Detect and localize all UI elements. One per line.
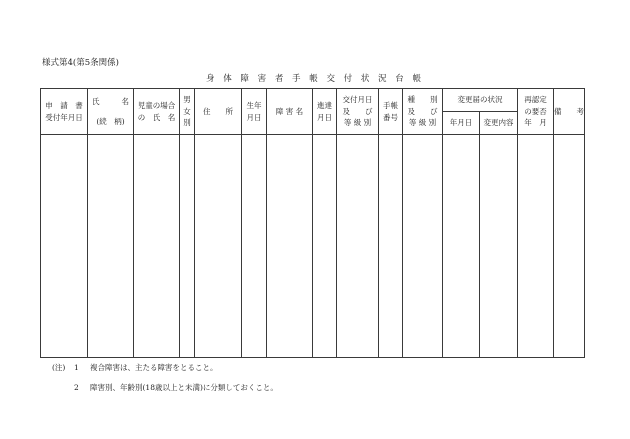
header-name [88, 89, 134, 135]
header-sex-line1: 男 [183, 95, 191, 105]
header-child-name [134, 89, 180, 135]
header-name-last: 名 [121, 96, 129, 106]
ledger-table [40, 88, 585, 358]
header-recognition-line2: の要否 [524, 106, 547, 116]
table-cell [337, 135, 379, 358]
header-progress-date-line1: 進達 [317, 100, 332, 110]
header-name-first: 氏 [92, 96, 100, 106]
header-child-name-line2: の 氏 名 [137, 112, 176, 122]
header-remarks: 備 考 [554, 89, 585, 135]
table-cell [242, 135, 267, 358]
header-recognition [518, 89, 554, 135]
header-progress-date-line2: 月日 [317, 112, 332, 122]
table-cell [267, 135, 313, 358]
note-number: 1 [74, 363, 79, 372]
header-issue-date-line2: 及 び [342, 106, 373, 116]
table-cell [443, 135, 480, 358]
header-child-name-line1: 児童の場合 [137, 100, 176, 110]
note-text: 複合障害は、主たる障害をとること。 [90, 363, 218, 372]
header-name-relation: (続 柄) [96, 116, 125, 126]
note-text: 障害別、年齢別(18歳以上と未満)に分類しておくこと。 [90, 383, 278, 392]
header-recognition-line3: 年 月 [524, 118, 547, 128]
header-handbook-number [379, 89, 403, 135]
header-type-grade-line2: 及 び [407, 106, 438, 116]
header-type-grade [403, 89, 443, 135]
header-sex-line2: 女 [183, 106, 191, 116]
table-cell [518, 135, 554, 358]
table-cell [134, 135, 180, 358]
header-change-content: 変更内容 [480, 112, 518, 135]
header-recognition-line1: 再認定 [524, 95, 547, 105]
table-cell [379, 135, 403, 358]
note-number: 2 [74, 383, 79, 392]
header-issue-date-line1: 交付月日 [342, 95, 373, 105]
table-cell [41, 135, 88, 358]
header-disability-name: 障 害 名 [267, 89, 313, 135]
table-cell [480, 135, 518, 358]
table-cell [554, 135, 585, 358]
header-sex [180, 89, 195, 135]
header-address: 住 所 [195, 89, 242, 135]
header-birth-date [242, 89, 267, 135]
note-item [52, 378, 278, 398]
header-handbook-number-line1: 手帳 [383, 100, 398, 110]
header-issue-date-line3: 等 級 別 [343, 118, 372, 128]
header-sex-line3: 別 [183, 118, 191, 128]
header-change-notice: 変更届の状況 [443, 89, 518, 112]
note-item [52, 358, 278, 378]
notes [52, 358, 278, 398]
form-number-label: 様式第4(第5条関係) [42, 58, 119, 68]
notes-heading: (注) [52, 363, 66, 372]
header-birth-date-line1: 生年 [246, 100, 262, 110]
header-birth-date-line2: 月日 [246, 112, 262, 122]
header-handbook-number-line2: 番号 [383, 112, 398, 122]
table-cell [313, 135, 337, 358]
header-application-date-line1: 申 請 書 [45, 100, 83, 110]
table-cell [403, 135, 443, 358]
page-title: 身 体 障 害 者 手 帳 交 付 状 況 台 帳 [206, 74, 424, 84]
header-application-date [41, 89, 88, 135]
header-type-grade-line3: 等 級 別 [408, 118, 437, 128]
table-row [41, 135, 585, 358]
table-cell [88, 135, 134, 358]
table-cell [195, 135, 242, 358]
header-progress-date [313, 89, 337, 135]
header-application-date-line2: 受付年月日 [45, 112, 83, 122]
header-change-date: 年月日 [443, 112, 480, 135]
header-issue-date-grade [337, 89, 379, 135]
header-type-grade-line1: 種 別 [407, 95, 438, 105]
table-cell [180, 135, 195, 358]
